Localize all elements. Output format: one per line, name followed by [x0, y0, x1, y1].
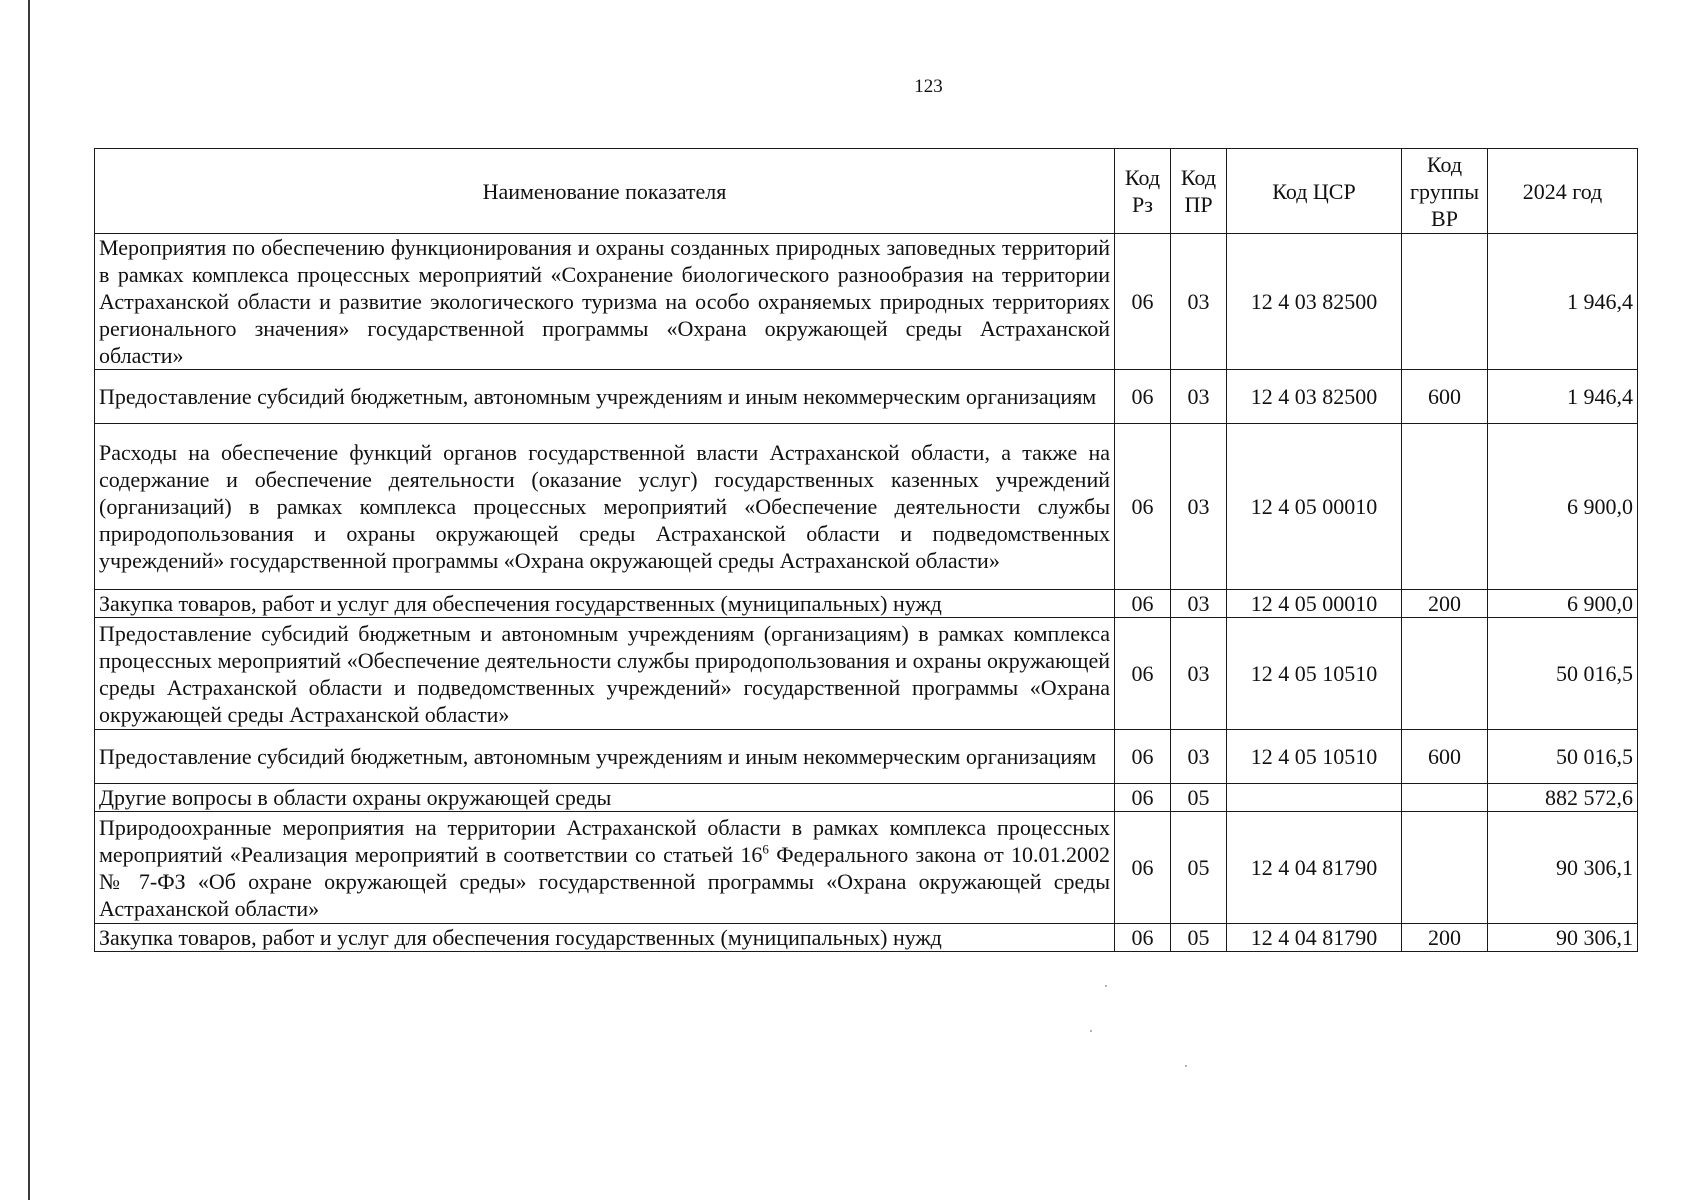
row-vr: [1402, 812, 1488, 924]
row-name: Предоставление субсидий бюджетным и автономным учреждениям (организациям) в рамках комплекса процессных мероприятий «Обеспечение деятельности службы природопользования и охраны окружающей среды Астраханской области и подведомственных учреждений» государственной программы «Охрана окружающей среды Астраханской области»: [95, 618, 1115, 730]
row-amount: 50 016,5: [1488, 618, 1638, 730]
row-csr: 12 4 05 10510: [1227, 618, 1402, 730]
row-rz: 06: [1115, 234, 1171, 370]
table-row: [95, 924, 1638, 952]
row-name: Закупка товаров, работ и услуг для обеспечения государственных (муниципальных) нужд: [95, 590, 1115, 618]
table-row: [95, 618, 1638, 730]
row-rz: 06: [1115, 618, 1171, 730]
table-row: [95, 812, 1638, 924]
row-name: Расходы на обеспечение функций органов государственной власти Астраханской области, а также на содержание и обеспечение деятельности (оказание услуг) государственных казенных учреждений (организаций) в рамках комплекса процессных мероприятий «Обеспечение деятельности службы природопользования и охраны окружающей среды Астраханской области и подведомственных учреждений» государственной программы «Охрана окружающей среды Астраханской области»: [95, 424, 1115, 590]
scan-speck: [1090, 1030, 1092, 1032]
page-number: 123: [914, 76, 943, 97]
header-rz: Код Рз: [1115, 149, 1171, 234]
header-vr: Код группы ВР: [1402, 149, 1488, 234]
table-row: [95, 370, 1638, 424]
row-csr: 12 4 04 81790: [1227, 924, 1402, 952]
row-csr: 12 4 03 82500: [1227, 370, 1402, 424]
row-amount: 1 946,4: [1488, 370, 1638, 424]
table-row: [95, 234, 1638, 370]
row-vr: [1402, 234, 1488, 370]
row-pr: 03: [1171, 730, 1227, 784]
row-csr: 12 4 05 00010: [1227, 590, 1402, 618]
scan-speck: [1105, 985, 1107, 987]
row-rz: 06: [1115, 812, 1171, 924]
row-name: Предоставление субсидий бюджетным, автономным учреждениям и иным некоммерческим организациям: [95, 730, 1115, 784]
row-rz: 06: [1115, 784, 1171, 812]
row-pr: 03: [1171, 424, 1227, 590]
table-row: [95, 590, 1638, 618]
row-vr: [1402, 424, 1488, 590]
row-amount: 90 306,1: [1488, 812, 1638, 924]
row-pr: 05: [1171, 784, 1227, 812]
row-csr: 12 4 05 00010: [1227, 424, 1402, 590]
row-vr: 600: [1402, 730, 1488, 784]
row-name: [95, 812, 1115, 924]
row-pr: 03: [1171, 370, 1227, 424]
row-amount: 1 946,4: [1488, 234, 1638, 370]
row-rz: 06: [1115, 730, 1171, 784]
row-rz: 06: [1115, 924, 1171, 952]
row-csr: 12 4 05 10510: [1227, 730, 1402, 784]
row-pr: 03: [1171, 618, 1227, 730]
row-amount: 90 306,1: [1488, 924, 1638, 952]
row-vr: [1402, 618, 1488, 730]
row-name-part: Природоохранные мероприятия на территории Астраханской области в рамках комплекса процессных мероприятий «Реализация мероприятий в соответствии со статьей 16: [99, 814, 1110, 867]
header-pr: Код ПР: [1171, 149, 1227, 234]
table-header-row: [95, 149, 1638, 234]
row-amount: 50 016,5: [1488, 730, 1638, 784]
row-pr: 03: [1171, 590, 1227, 618]
row-csr: 12 4 04 81790: [1227, 812, 1402, 924]
row-vr: 200: [1402, 590, 1488, 618]
row-amount: 6 900,0: [1488, 424, 1638, 590]
row-amount: 6 900,0: [1488, 590, 1638, 618]
table-row: [95, 730, 1638, 784]
row-vr: [1402, 784, 1488, 812]
row-name: Предоставление субсидий бюджетным, автономным учреждениям и иным некоммерческим организациям: [95, 370, 1115, 424]
header-year: 2024 год: [1488, 149, 1638, 234]
budget-table: [94, 148, 1638, 952]
table-row: [95, 424, 1638, 590]
row-amount: 882 572,6: [1488, 784, 1638, 812]
row-pr: 05: [1171, 924, 1227, 952]
scan-speck: [1185, 1065, 1187, 1067]
row-pr: 05: [1171, 812, 1227, 924]
row-name: Мероприятия по обеспечению функционирования и охраны созданных природных заповедных территорий в рамках комплекса процессных мероприятий «Сохранение биологического разнообразия на территории Астраханской области и развитие экологического туризма на особо охраняемых природных территориях регионального значения» государственной программы «Охрана окружающей среды Астраханской области»: [95, 234, 1115, 370]
row-csr: [1227, 784, 1402, 812]
row-name-superscript: 6: [762, 841, 769, 857]
row-pr: 03: [1171, 234, 1227, 370]
row-name: Закупка товаров, работ и услуг для обеспечения государственных (муниципальных) нужд: [95, 924, 1115, 952]
row-rz: 06: [1115, 424, 1171, 590]
row-csr: 12 4 03 82500: [1227, 234, 1402, 370]
row-vr: 200: [1402, 924, 1488, 952]
row-vr: 600: [1402, 370, 1488, 424]
table-row: [95, 784, 1638, 812]
scan-edge-line: [28, 0, 30, 1200]
header-name: Наименование показателя: [95, 149, 1115, 234]
row-rz: 06: [1115, 590, 1171, 618]
row-name: Другие вопросы в области охраны окружающей среды: [95, 784, 1115, 812]
row-name-part: Федерального закона от 10.01.2002 № 7-ФЗ «Об охране окружающей среды» государственной программы «Охрана окружающей среды Астраханской области»: [99, 841, 1111, 921]
header-csr: Код ЦСР: [1227, 149, 1402, 234]
row-rz: 06: [1115, 370, 1171, 424]
